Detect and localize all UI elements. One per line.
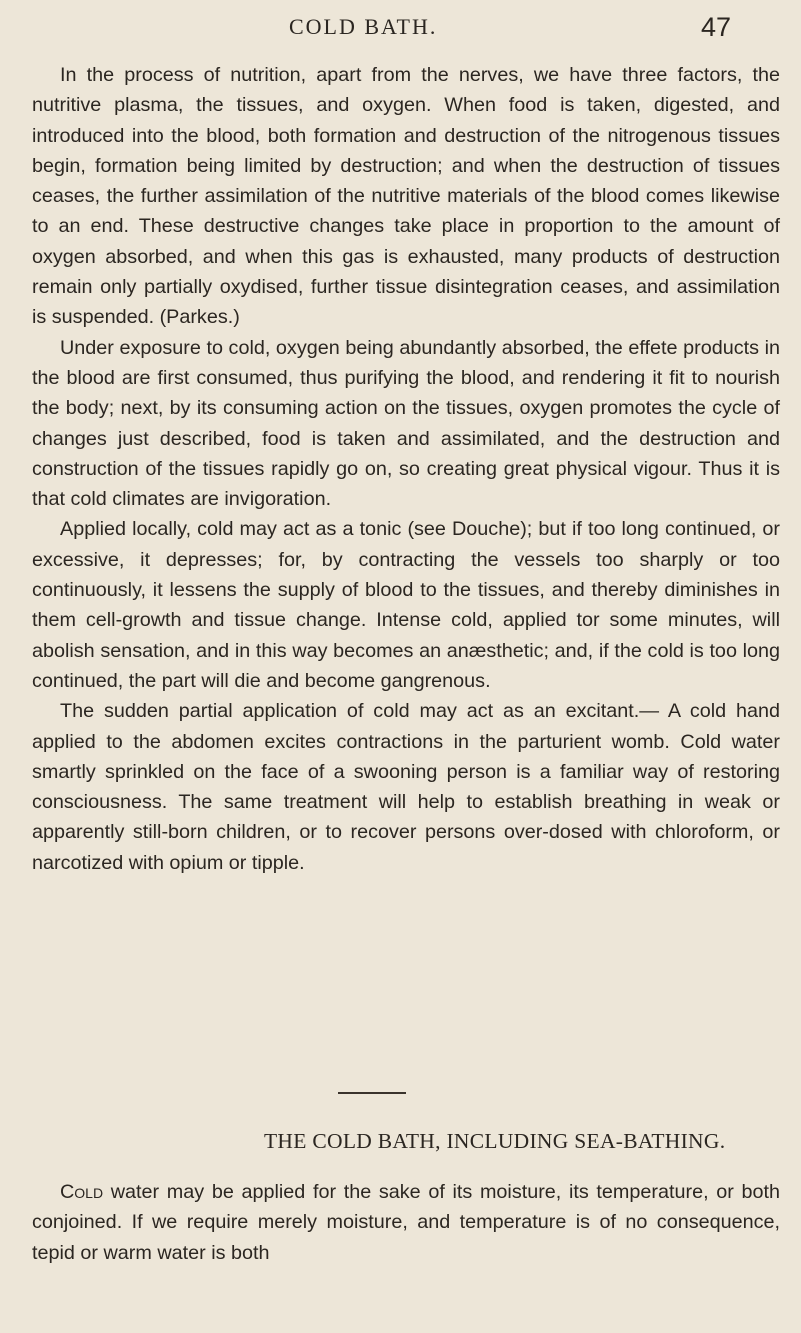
paragraph-exposure-to-cold: Under exposure to cold, oxygen being abundantly absorbed, the effete products in the blood are first consumed, thus purifying the blood, and rendering it fit to nourish the body; next, by its consuming action on the tissues, oxygen promotes the cycle of changes just described, food is taken and assimilated, and the destruction and construction of the tissues rapidly go on, so creating great physical vigour. Thus it is that cold climates are invigoration. [32, 336, 780, 511]
section-body-text: water may be applied for the sake of its moisture, its temperature, or both conjoined. If we require merely moisture, and temperature is of no consequence, tepid or warm water is both [32, 1181, 780, 1264]
paragraph-applied-locally: Applied locally, cold may act as a tonic (see Douche); but if too long continued, or excessive, it depresses; for, by contracting the vessels too sharply or too continuously, it lessens the supply of blood to the tissues, and thereby diminishes in them cell-growth and tissue change. Intense cold, applied tor some minutes, will abolish sensation, and in this way becomes an anæsthetic; and, if the cold is too long continued, the part will die and become gangrenous. [32, 518, 780, 692]
page-number: 47 [701, 12, 732, 42]
section-heading: THE COLD BATH, INCLUDING SEA-BATHING. [264, 1129, 726, 1153]
section-lead-word: Cold [60, 1181, 104, 1203]
paragraph-sudden-application: The sudden partial application of cold may act as an excitant.— A cold hand applied to the abdomen excites contractions in the parturient womb. Cold water smartly sprinkled on the face of a swooning person is a familiar way of restoring consciousness. The same treatment will help to establish breathing in weak or apparently still-born children, or to recover persons over-dosed with chloroform, or narcotized with opium or tipple. [32, 700, 780, 874]
paragraph-nutrition: In the process of nutrition, apart from the nerves, we have three factors, the nutritive plasma, the tissues, and oxygen. When food is taken, digested, and introduced into the blood, both formation and destruction of the nitrogenous tissues begin, formation being limited by destruction; and when the destruction of tissues ceases, the further assimilation of the nutritive materials of the blood comes likewise to an end. These destructive changes take place in proportion to the amount of oxygen absorbed, and when this gas is exhausted, many products of destruction remain only partially oxydised, further tissue disintegration ceases, and assimilation is suspended. (Parkes.) [32, 64, 780, 329]
section-divider [338, 1092, 406, 1094]
body-text [32, 60, 780, 878]
running-title: COLD BATH. [289, 14, 438, 39]
running-head [0, 14, 801, 50]
section-paragraph [32, 1177, 780, 1268]
